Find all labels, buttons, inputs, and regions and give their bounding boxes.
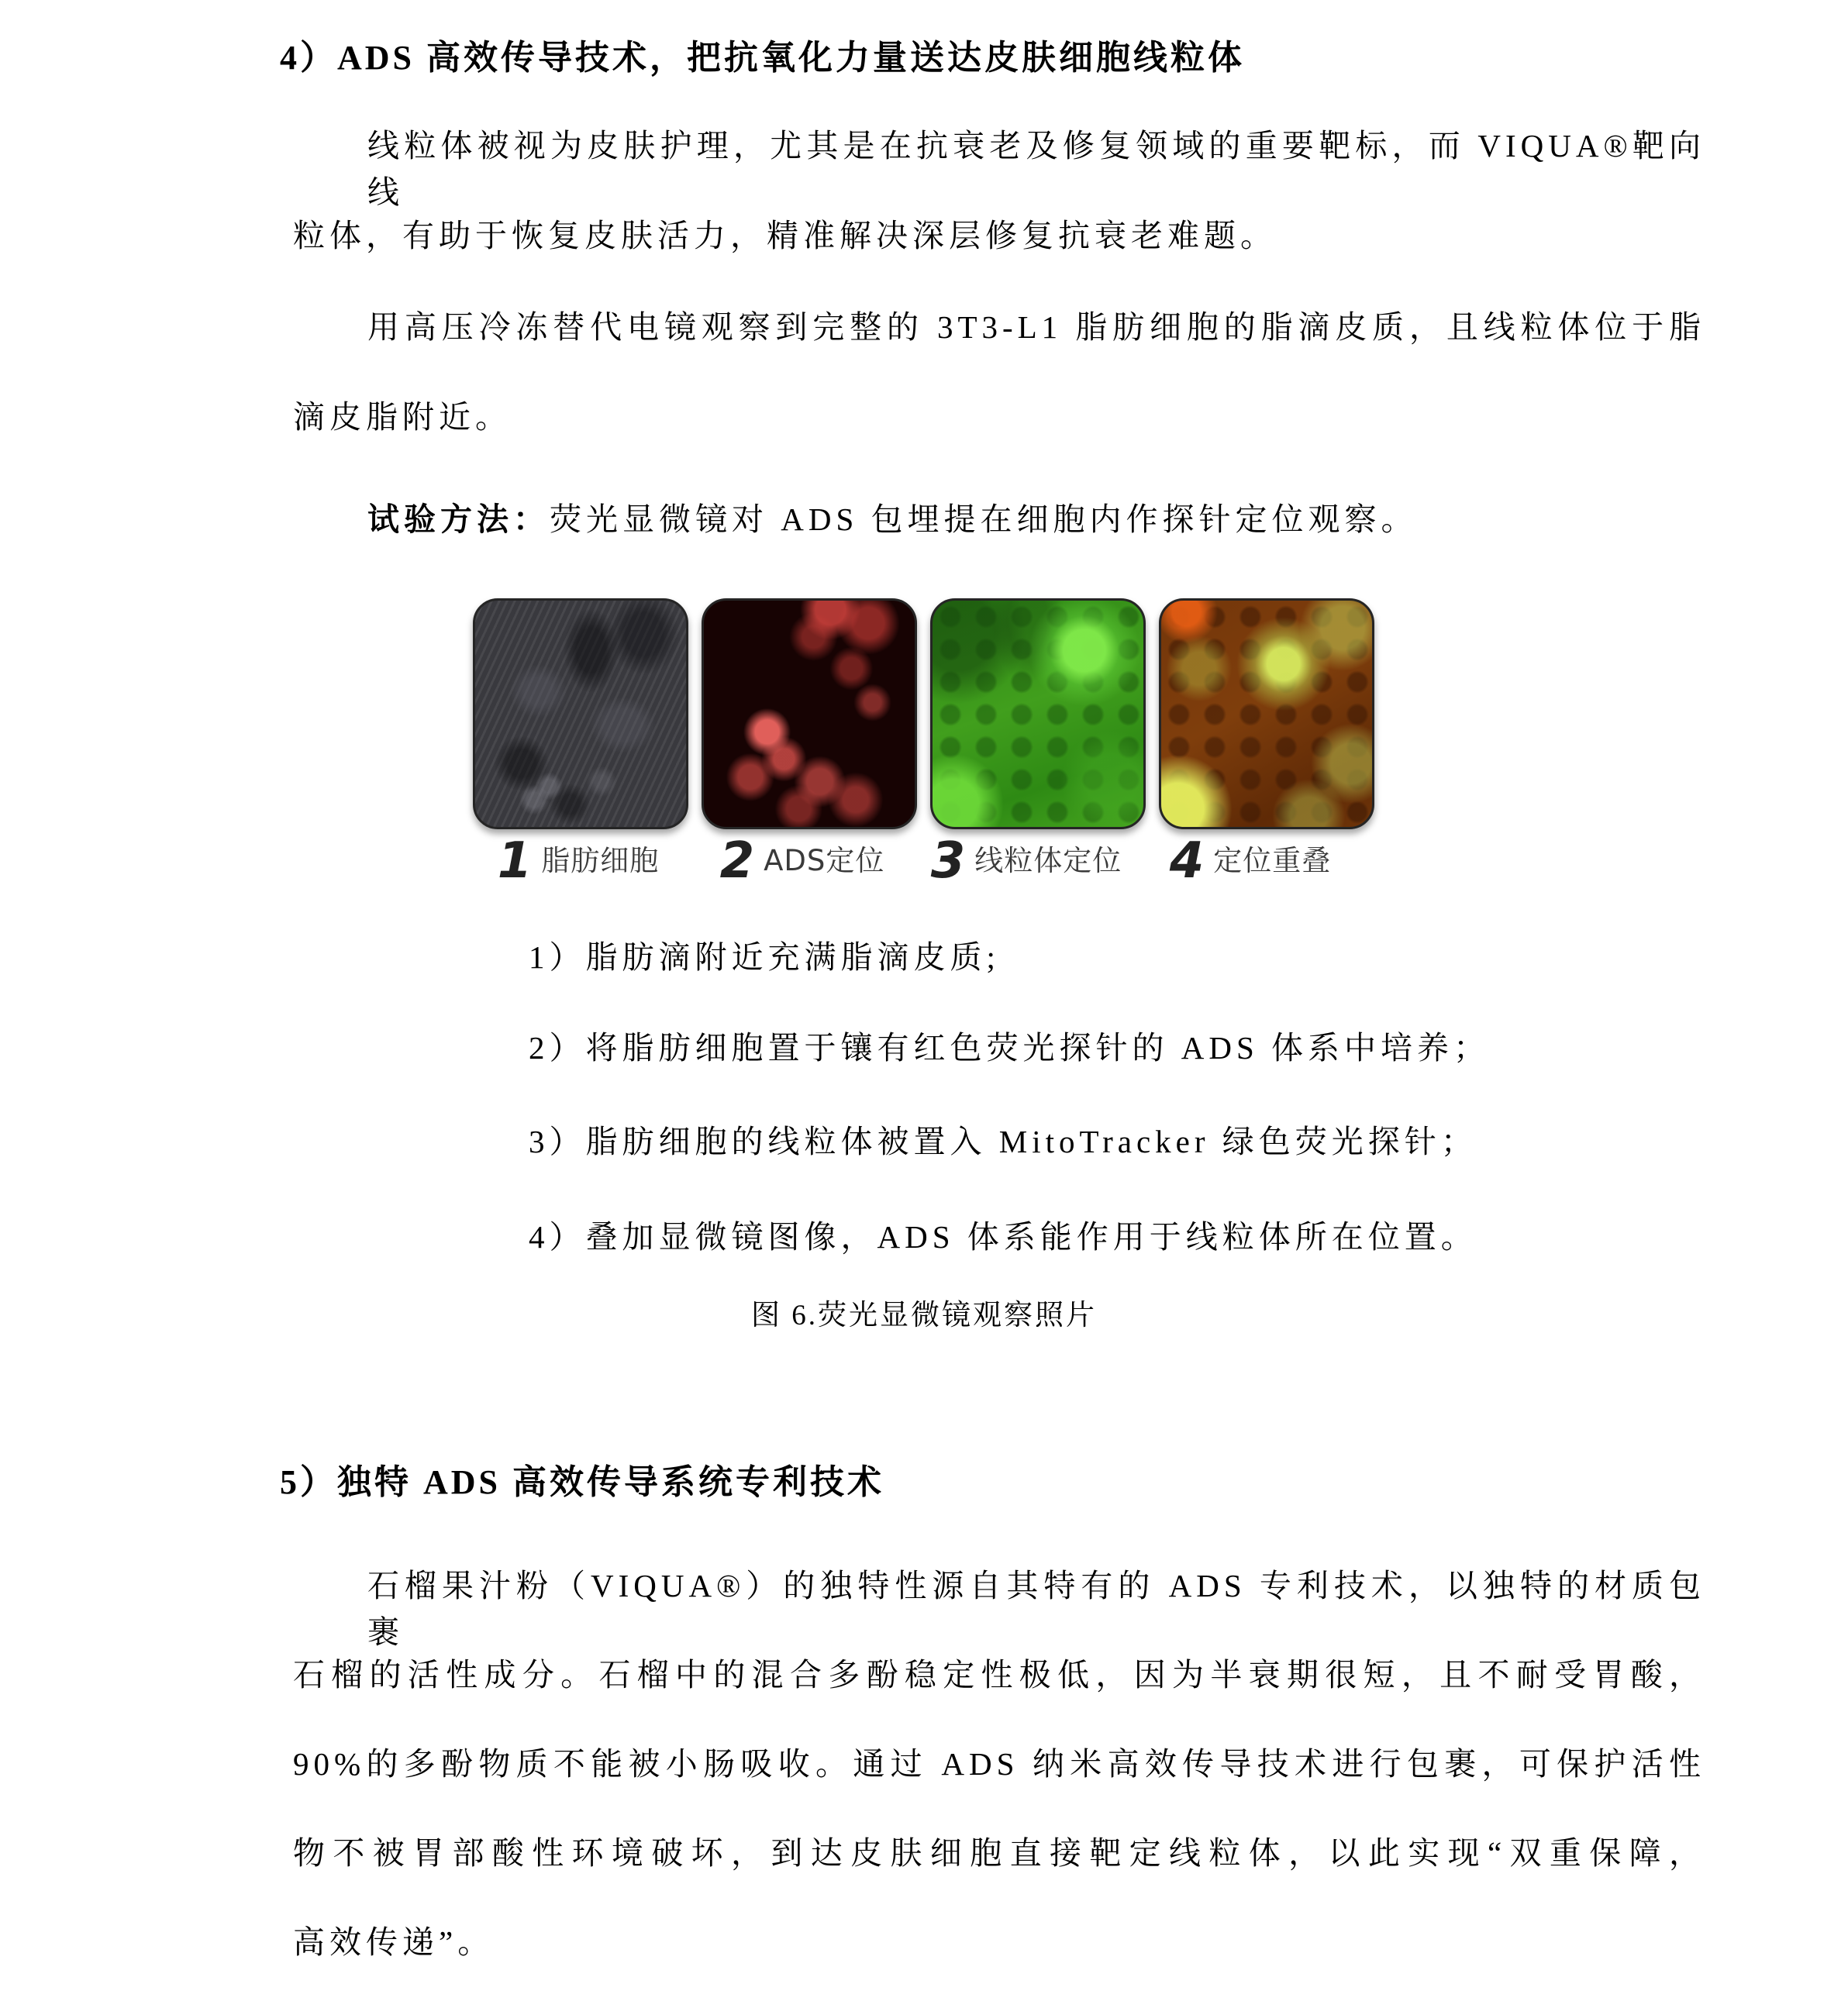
method-text: 荧光显微镜对 ADS 包埋提在细胞内作探针定位观察。 xyxy=(550,501,1418,537)
section-5-heading: 5）独特 ADS 高效传导系统专利技术 xyxy=(280,1463,885,1501)
observation-2: 2）将脂肪细胞置于镶有红色荧光探针的 ADS 体系中培养； xyxy=(529,1030,1491,1066)
tile-1-number: 1 xyxy=(497,832,533,890)
tile-2-caption xyxy=(697,834,908,888)
micrograph-ads-red-fluorescence xyxy=(702,598,917,829)
observation-1: 1）脂肪滴附近充满脂滴皮质; xyxy=(529,939,1000,975)
tile-4-caption xyxy=(1145,834,1356,888)
tile-2-number: 2 xyxy=(719,832,755,890)
tile-4-label: 定位重叠 xyxy=(1213,844,1332,877)
paragraph-1-line-2: 粒体，有助于恢复皮肤活力，精准解决深层修复抗衰老难题。 xyxy=(293,218,1277,253)
tile-3-label: 线粒体定位 xyxy=(974,844,1122,877)
observation-4: 4）叠加显微镜图像，ADS 体系能作用于线粒体所在位置。 xyxy=(529,1219,1477,1255)
paragraph-3-line-2: 石榴的活性成分。石榴中的混合多酚稳定性极低，因为半衰期很短，且不耐受胃酸， xyxy=(293,1657,1705,1693)
tile-3-number: 3 xyxy=(930,832,966,890)
paragraph-2-line-2: 滴皮脂附近。 xyxy=(293,399,512,435)
observation-3: 3）脂肪细胞的线粒体被置入 MitoTracker 绿色荧光探针； xyxy=(529,1124,1477,1159)
tile-4-number: 4 xyxy=(1169,832,1205,890)
tile-1-label: 脂肪细胞 xyxy=(541,844,660,877)
paragraph-3-line-1: 石榴果汁粉（VIQUA®）的独特性源自其特有的 ADS 专利技术，以独特的材质包裹 xyxy=(367,1568,1705,1650)
paragraph-3-line-5: 高效传递”。 xyxy=(293,1924,495,1960)
tile-3-caption xyxy=(921,834,1132,888)
figure-6-micrograph-row xyxy=(473,598,1374,829)
method-label: 试验方法： xyxy=(367,501,550,537)
figure-6-label-row xyxy=(473,834,1356,888)
tile-1-caption xyxy=(473,834,684,888)
micrograph-merged-overlay xyxy=(1159,598,1374,829)
paragraph-1-line-1: 线粒体被视为皮肤护理，尤其是在抗衰老及修复领域的重要靶标，而 VIQUA®靶向线 xyxy=(367,128,1705,210)
paragraph-3-line-3: 90%的多酚物质不能被小肠吸收。通过 ADS 纳米高效传导技术进行包裹，可保护活性 xyxy=(293,1746,1705,1782)
paragraph-3-line-4: 物不被胃部酸性环境破坏，到达皮肤细胞直接靶定线粒体，以此实现“双重保障， xyxy=(293,1835,1705,1871)
micrograph-mitotracker-green xyxy=(930,598,1146,829)
section-4-heading: 4）ADS 高效传导技术，把抗氧化力量送达皮肤细胞线粒体 xyxy=(280,39,1246,77)
figure-6-caption: 图 6.荧光显微镜观察照片 xyxy=(751,1300,1097,1331)
method-line xyxy=(293,496,1705,542)
paragraph-2-line-1: 用高压冷冻替代电镜观察到完整的 3T3-L1 脂肪细胞的脂滴皮质，且线粒体位于脂 xyxy=(367,309,1705,345)
micrograph-adipocytes-phase-contrast xyxy=(473,598,688,829)
tile-2-label: ADS定位 xyxy=(764,844,885,877)
